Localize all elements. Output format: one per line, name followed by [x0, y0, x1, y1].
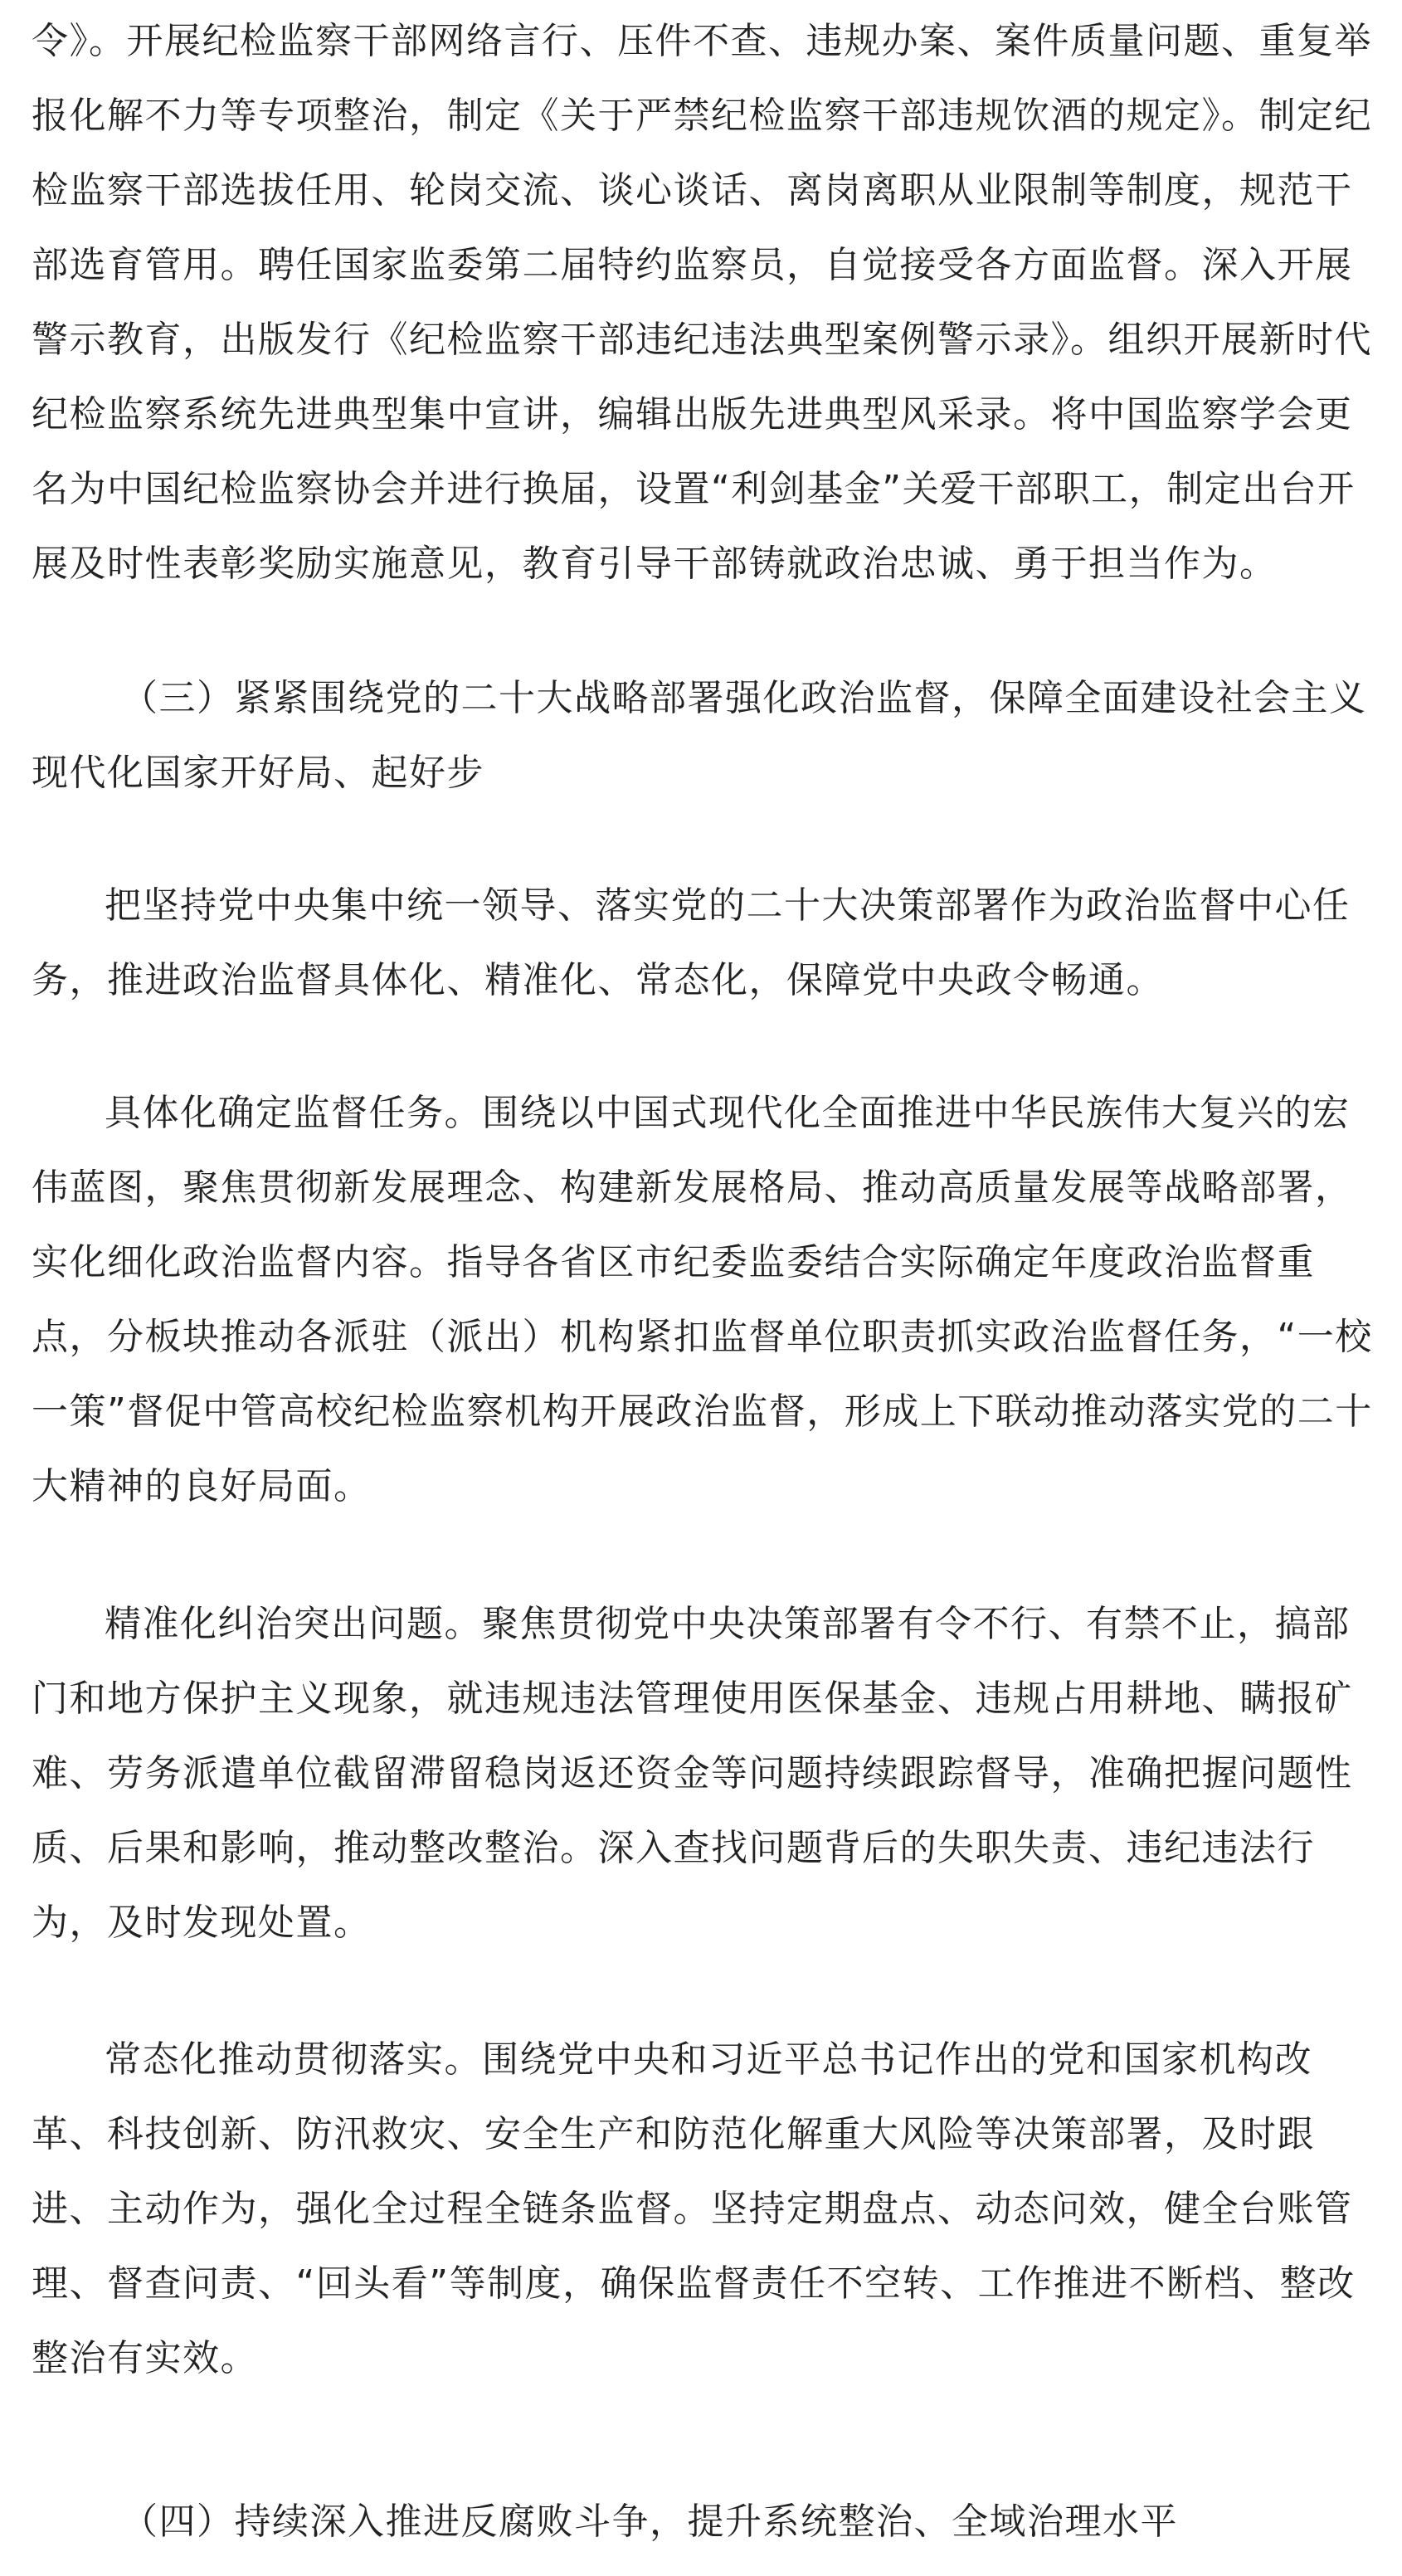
paragraph-continuation: 令》。开展纪检监察干部网络言行、压件不查、违规办案、案件质量问题、重复举报化解不力等专项整治，制定《关于严禁纪检监察干部违规饮酒的规定》。制定纪检监察干部选拔任用、轮岗交流、谈心谈话、离岗离职从业限制等制度，规范干部选育管用。聘任国家监委第二届特约监察员，自觉接受各方面监督。深入开展警示教育，出版发行《纪检监察干部违纪违法典型案例警示录》。组织开展新时代纪检监察系统先进典型集中宣讲，编辑出版先进典型风采录。将中国监察学会更名为中国纪检监察协会并进行换届，设置“利剑基金”关爱干部职工，制定出台开展及时性表彰奖励实施意见，教育引导干部铸就政治忠诚、勇于担当作为。 — [32, 20, 1372, 585]
section-heading-4: （四）持续深入推进反腐败斗争，提升系统整治、全域治理水平 — [121, 2501, 1178, 2543]
section-heading-3: （三）紧紧围绕党的二十大战略部署强化政治监督，保障全面建设社会主义现代化国家开好局、起好步 — [32, 677, 1367, 794]
paragraph-concrete-tasks: 具体化确定监督任务。围绕以中国式现代化全面推进中华民族伟大复兴的宏伟蓝图，聚焦贯彻新发展理念、构建新发展格局、推动高质量发展等战略部署，实化细化政治监督内容。指导各省区市纪委监委结合实际确定年度政治监督重点，分板块推动各派驻（派出）机构紧扣监督单位职责抓实政治监督任务，“一校一策”督促中管高校纪检监察机构开展政治监督，形成上下联动推动落实党的二十大精神的良好局面。 — [32, 1092, 1373, 1507]
paragraph-political-supervision-intro: 把坚持党中央集中统一领导、落实党的二十大决策部署作为政治监督中心任务，推进政治监督具体化、精准化、常态化，保障党中央政令畅通。 — [32, 884, 1351, 1001]
paragraph-normalized-implementation: 常态化推动贯彻落实。围绕党中央和习近平总书记作出的党和国家机构改革、科技创新、防汛救灾、安全生产和防范化解重大风险等决策部署，及时跟进、主动作为，强化全过程全链条监督。坚持定期盘点、动态问效，健全台账管理、督查问责、“回头看”等制度，确保监督责任不空转、工作推进不断档、整改整治有实效。 — [32, 2038, 1356, 2379]
paragraph-precise-rectification: 精准化纠治突出问题。聚焦贯彻党中央决策部署有令不行、有禁不止，搞部门和地方保护主义现象，就违规违法管理使用医保基金、违规占用耕地、瞒报矿难、劳务派遣单位截留滞留稳岗返还资金等问题持续跟踪督导，准确把握问题性质、后果和影响，推动整改整治。深入查找问题背后的失职失责、违纪违法行为，及时发现处置。 — [32, 1603, 1353, 1944]
